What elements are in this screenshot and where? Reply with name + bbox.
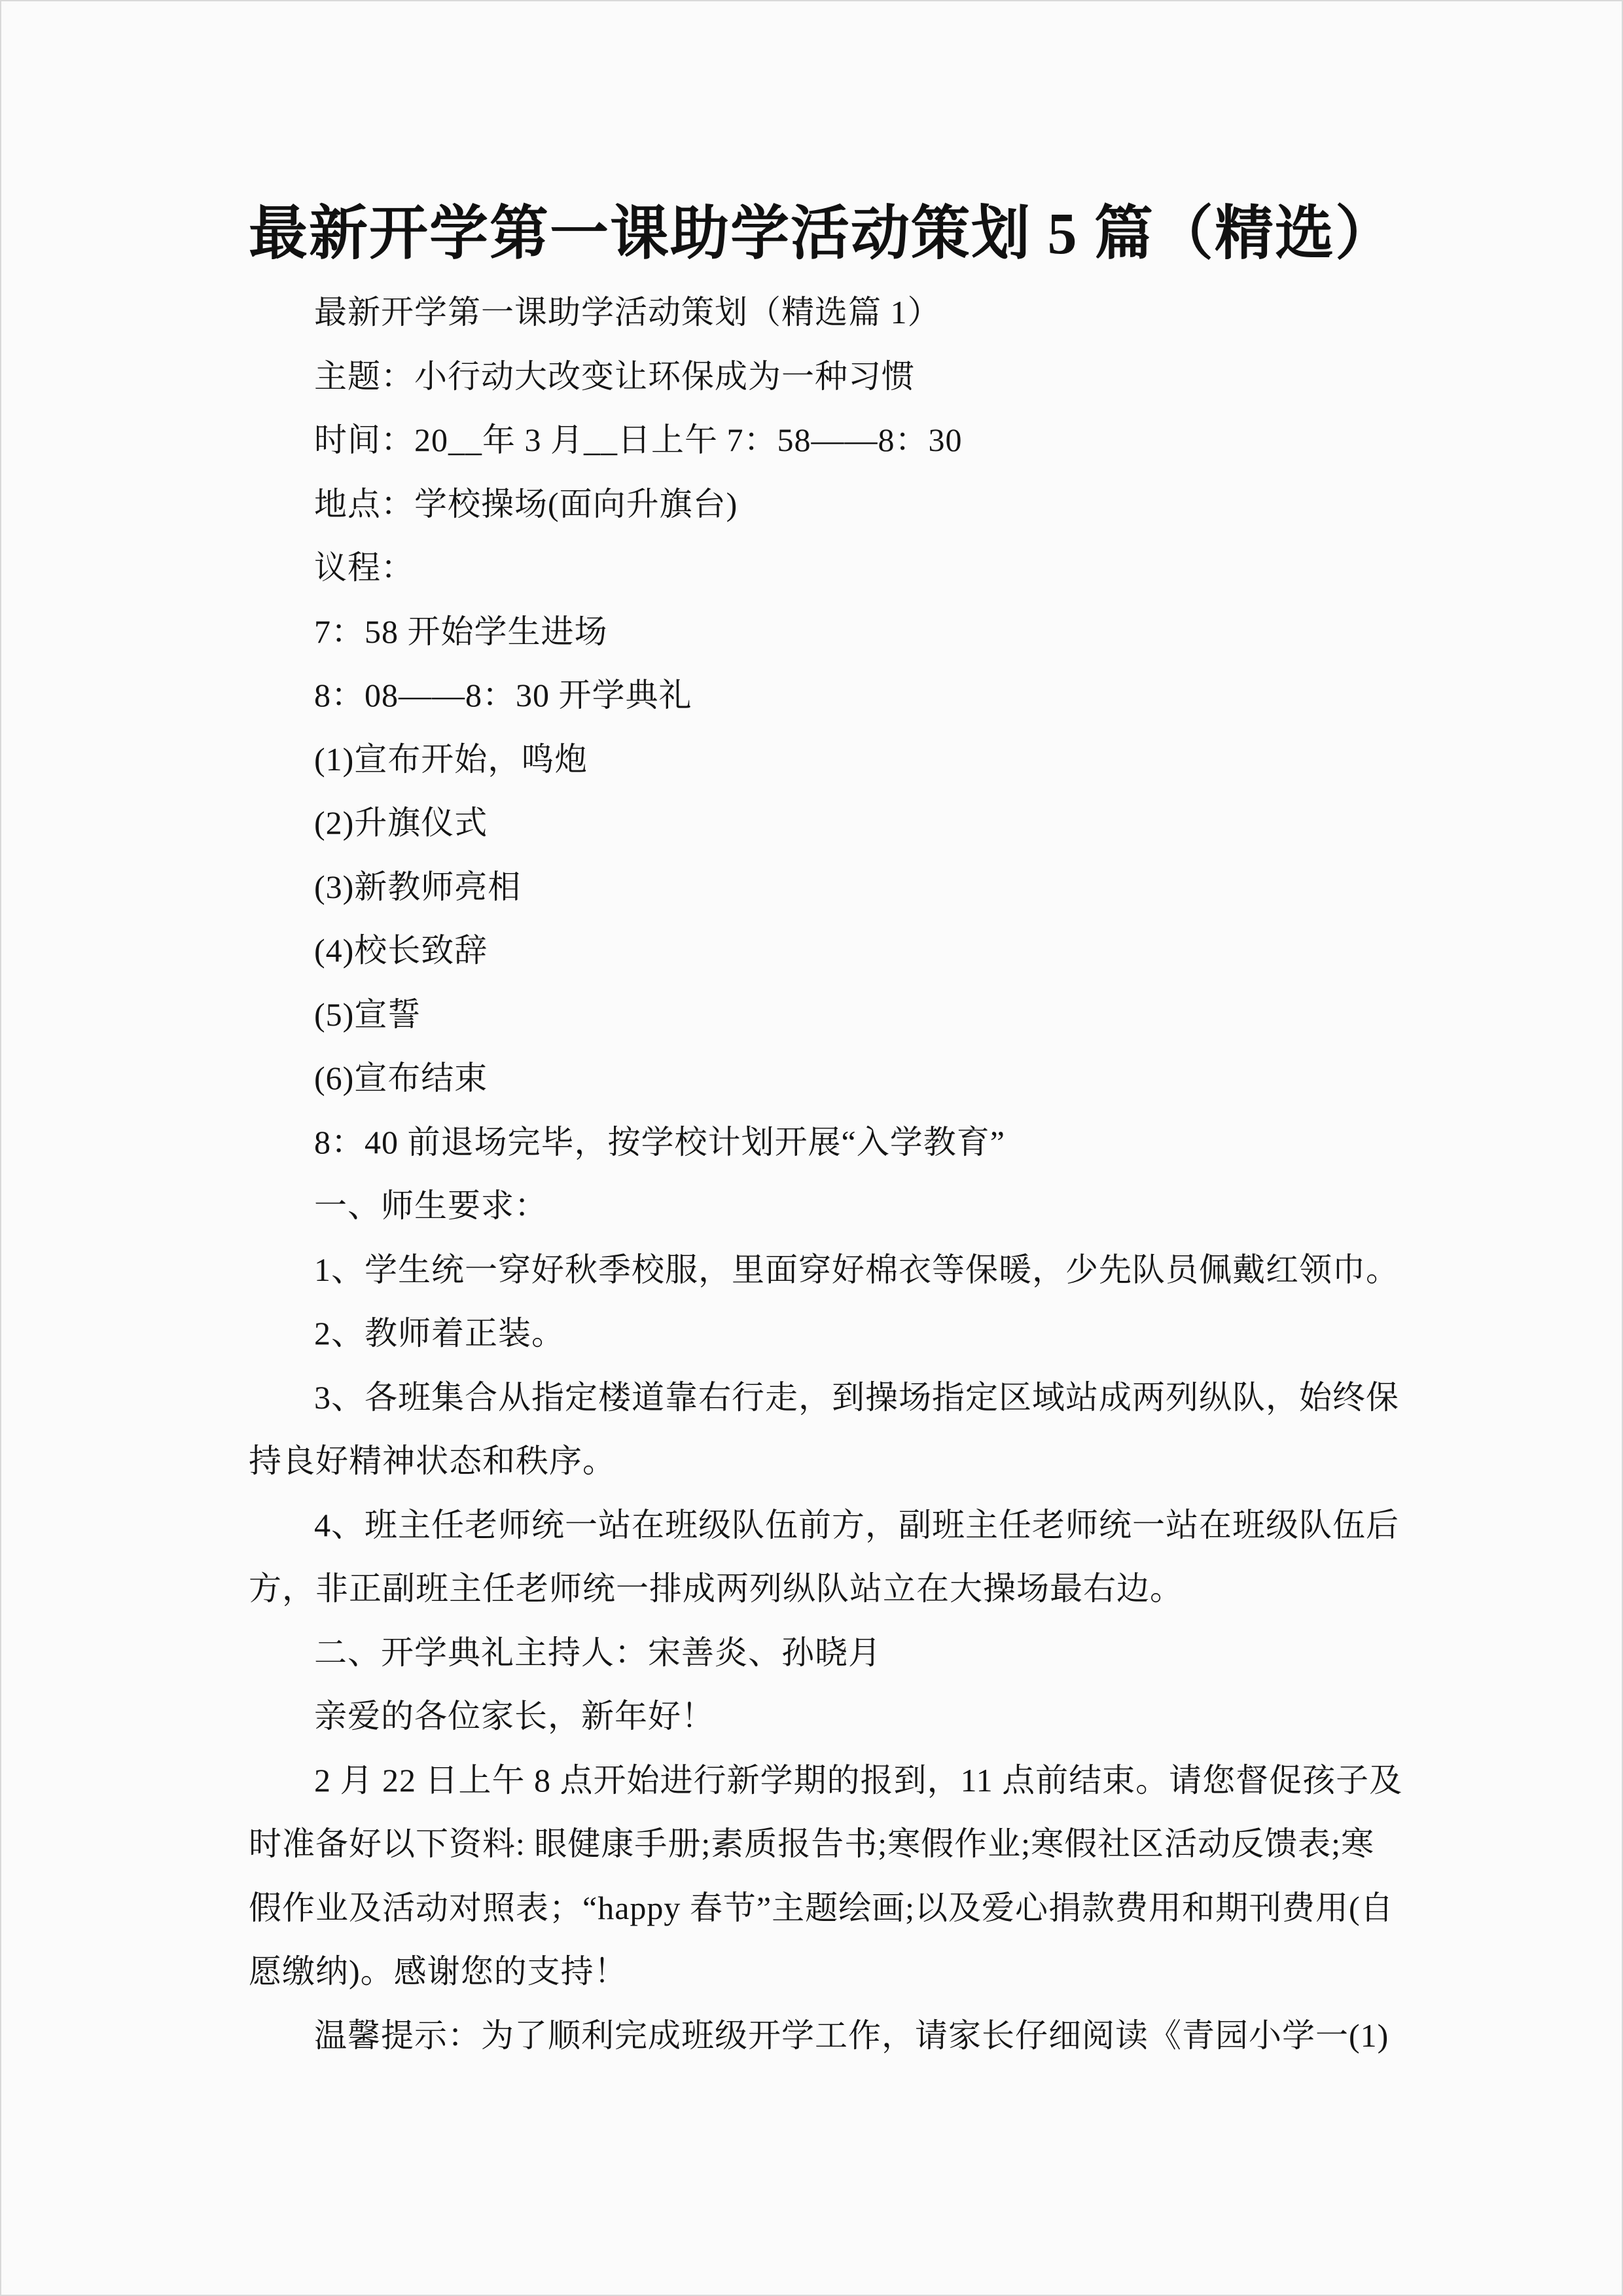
body-line: (6)宣布结束 (314, 1060, 488, 1096)
body-line: 地点：学校操场(面向升旗台) (314, 485, 738, 522)
body-line: 时准备好以下资料: 眼健康手册;素质报告书;寒假作业;寒假社区活动反馈表;寒 (249, 1825, 1374, 1862)
body-line: 方，非正副班主任老师统一排成两列纵队站立在大操场最右边。 (249, 1570, 1183, 1607)
body-line: (3)新教师亮相 (314, 868, 522, 905)
body-line: 2 月 22 日上午 8 点开始进行新学期的报到，11 点前结束。请您督促孩子及 (314, 1761, 1403, 1799)
body-line: 温馨提示：为了顺利完成班级开学工作，请家长仔细阅读《青园小学一(1) (314, 2017, 1389, 2054)
body-line: (5)宣誓 (314, 996, 421, 1033)
document-title: 最新开学第一课助学活动策划 5 篇（精选） (249, 202, 1395, 266)
body-line: 亲爱的各位家长，新年好！ (314, 1698, 715, 1734)
body-line: 8：08——8：30 开学典礼 (314, 677, 692, 713)
body-line: 一、师生要求： (314, 1187, 548, 1224)
body-line: 持良好精神状态和秩序。 (249, 1443, 616, 1479)
document-body (249, 281, 1403, 2068)
body-line: (4)校长致辞 (314, 932, 488, 969)
body-line: 3、各班集合从指定楼道靠右行走，到操场指定区域站成两列纵队，始终保 (314, 1378, 1399, 1416)
body-line: 主题：小行动大改变让环保成为一种习惯 (314, 357, 915, 395)
body-line: 2、教师着正装。 (314, 1315, 565, 1352)
body-line: 时间：20__年 3 月__日上午 7：58——8：30 (314, 422, 963, 458)
body-line: 1、学生统一穿好秋季校服，里面穿好棉衣等保暖，少先队员佩戴红领巾。 (314, 1251, 1399, 1288)
body-line: 假作业及活动对照表；“happy 春节”主题绘画;以及爱心捐款费用和期刊费用(自 (249, 1889, 1394, 1926)
body-line: (1)宣布开始，鸣炮 (314, 740, 588, 778)
body-line: 8：40 前退场完毕，按学校计划开展“入学教育” (314, 1123, 1005, 1160)
body-line: 最新开学第一课助学活动策划（精选篇 1） (314, 294, 941, 331)
body-line: 7：58 开始学生进场 (314, 613, 608, 650)
body-line: 议程： (314, 549, 414, 586)
body-line: (2)升旗仪式 (314, 804, 488, 841)
body-line: 愿缴纳)。感谢您的支持！ (249, 1953, 628, 1990)
body-line: 4、班主任老师统一站在班级队伍前方，副班主任老师统一站在班级队伍后 (314, 1506, 1399, 1543)
body-line: 二、开学典礼主持人：宋善炎、孙晓月 (314, 1634, 882, 1671)
